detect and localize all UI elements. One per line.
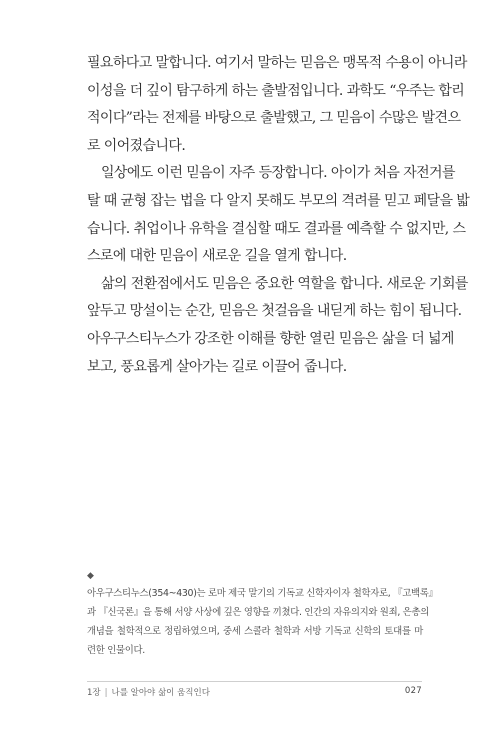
body-line: 이성을 더 깊이 탐구하게 하는 출발점입니다. 과학도 “우주는 합리 bbox=[87, 82, 465, 99]
chapter-number: 1장 bbox=[87, 688, 101, 698]
body-line: 삶의 전환점에서도 믿음은 중요한 역할을 합니다. 새로운 기회를 bbox=[101, 275, 468, 292]
footnote bbox=[87, 570, 438, 660]
running-head bbox=[87, 686, 210, 698]
body-line: 일상에도 이런 믿음이 자주 등장합니다. 아이가 처음 자전거를 bbox=[101, 165, 455, 182]
body-line: 탈 때 균형 잡는 법을 다 알지 못해도 부모의 격려를 믿고 페달을 밟 bbox=[87, 192, 470, 209]
footnote-line: 과 『신국론』을 통해 서양 사상에 깊은 영향을 끼쳤다. 인간의 자유의지와 원죄, 은총의 bbox=[87, 607, 429, 618]
page-number: 027 bbox=[404, 686, 422, 696]
body-line: 앞두고 망설이는 순간, 믿음은 첫걸음을 내딛게 하는 힘이 됩니다. bbox=[87, 303, 462, 320]
chapter-title: 나를 알아야 삶이 움직인다 bbox=[111, 688, 210, 698]
footnote-line: 개념을 철학적으로 정립하였으며, 중세 스콜라 철학과 서방 기독교 신학의 토대를 마 bbox=[87, 626, 423, 637]
body-line: 습니다. 취업이나 유학을 결심할 때도 결과를 예측할 수 없지만, 스 bbox=[87, 220, 466, 237]
body-line: 보고, 풍요롭게 살아가는 길로 이끌어 줍니다. bbox=[87, 358, 347, 375]
footnote-line: 아우구스티누스(354~430)는 로마 제국 말기의 기독교 신학자이자 철학자로, 『고백록』 bbox=[87, 588, 438, 599]
body-text bbox=[87, 50, 470, 381]
body-line: 로 이어졌습니다. bbox=[87, 137, 186, 154]
body-line: 스로에 대한 믿음이 새로운 길을 열게 합니다. bbox=[87, 248, 347, 265]
body-line: 적이다”라는 전제를 바탕으로 출발했고, 그 믿음이 수많은 발견으 bbox=[87, 110, 461, 127]
footer-divider bbox=[87, 681, 422, 682]
page-footer bbox=[87, 686, 422, 702]
chapter-separator: | bbox=[104, 688, 108, 698]
footnote-marker: ◆ bbox=[87, 571, 94, 581]
body-line: 아우구스티누스가 강조한 이해를 향한 열린 믿음은 삶을 더 넓게 bbox=[87, 330, 454, 347]
body-line: 필요하다고 말합니다. 여기서 말하는 믿음은 맹목적 수용이 아니라 bbox=[87, 55, 467, 71]
footnote-line: 련한 인물이다. bbox=[87, 645, 145, 656]
